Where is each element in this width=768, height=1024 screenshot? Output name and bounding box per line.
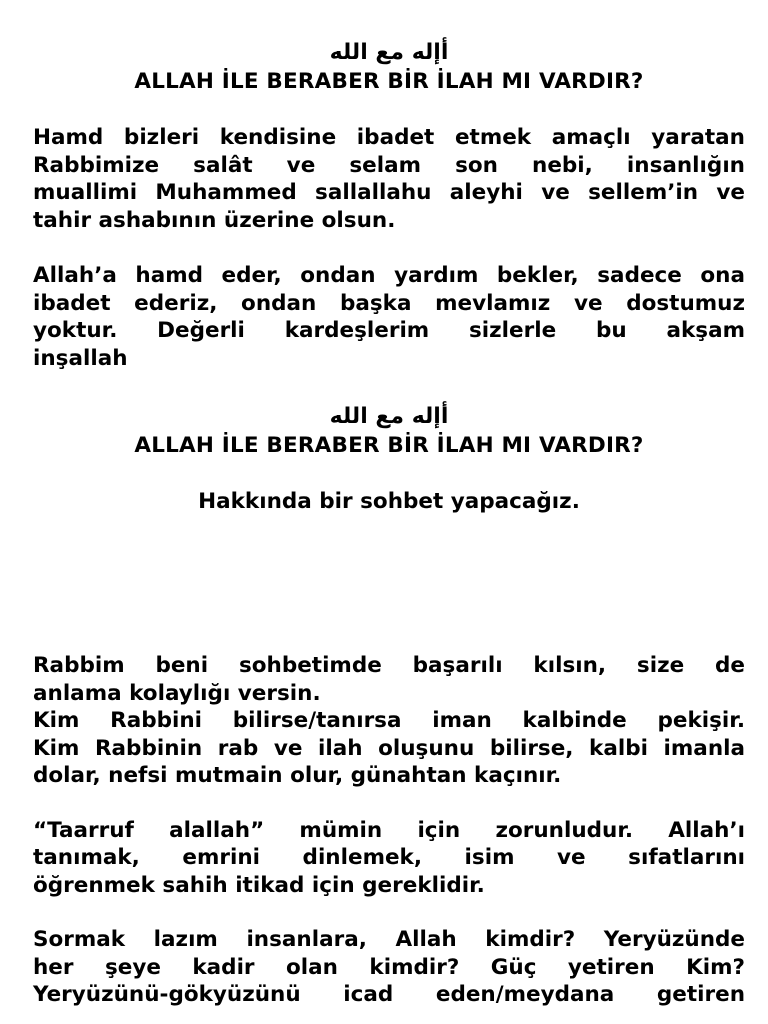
paragraph-line: Sormak lazım insanlara, Allah kimdir? Yeryüzünde xyxy=(33,927,745,952)
paragraph-line: yoktur. Değerli kardeşlerim sizlerle bu akşam xyxy=(33,318,745,343)
paragraph-line: dolar, nefsi mutmain olur, günahtan kaçınır. xyxy=(33,763,562,788)
paragraph-line: inşallah xyxy=(33,345,128,371)
arabic-title-1: أإله مع الله xyxy=(329,40,449,65)
paragraph-line: Kim Rabbini bilirse/tanırsa iman kalbinde pekişir. xyxy=(33,708,745,733)
paragraph-line: Kim Rabbinin rab ve ilah oluşunu bilirse, kalbi imanla xyxy=(33,735,745,761)
paragraph-line: Rabbimize salât ve selam son nebi, insanlığın xyxy=(33,152,745,178)
paragraph-intro xyxy=(33,124,745,234)
heading-2: ALLAH İLE BERABER BİR İLAH MI VARDIR? xyxy=(134,433,644,458)
paragraph-dua xyxy=(33,652,745,790)
spacer xyxy=(33,899,745,926)
paragraph-line: öğrenmek sahih itikad için gereklidir. xyxy=(33,872,485,898)
paragraph-taarruf xyxy=(33,817,745,900)
spacer xyxy=(33,516,745,652)
arabic-title-2: أإله مع الله xyxy=(329,404,449,429)
paragraph-line: “Taarruf alallah” mümin için zorunludur. Allah’ı xyxy=(33,817,745,843)
spacer xyxy=(33,372,745,402)
heading-1: ALLAH İLE BERABER BİR İLAH MI VARDIR? xyxy=(134,69,644,94)
paragraph-questions xyxy=(33,926,745,1009)
document-page xyxy=(33,38,745,1009)
sohbet-line: Hakkında bir sohbet yapacağız. xyxy=(198,489,580,514)
paragraph-line: Yeryüzünü-gökyüzünü icad eden/meydana getiren xyxy=(33,982,745,1007)
spacer xyxy=(33,234,745,262)
paragraph-line: Hamd bizleri kendisine ibadet etmek amaçlı yaratan xyxy=(33,125,745,150)
paragraph-line: her şeye kadir olan kimdir? Güç yetiren Kim? xyxy=(33,954,745,980)
paragraph-line: anlama kolaylığı versin. xyxy=(33,680,321,706)
spacer xyxy=(33,96,745,124)
paragraph-line: Allah’a hamd eder, ondan yardım bekler, sadece ona xyxy=(33,263,745,288)
paragraph-line: tanımak, emrini dinlemek, isim ve sıfatlarını xyxy=(33,845,745,870)
paragraph-line: ibadet ederiz, ondan başka mevlamız ve dostumuz xyxy=(33,290,745,316)
spacer xyxy=(33,460,745,488)
paragraph-line: tahir ashabının üzerine olsun. xyxy=(33,207,396,233)
paragraph-hamd xyxy=(33,262,745,372)
spacer xyxy=(33,790,745,817)
paragraph-line: Rabbim beni sohbetimde başarılı kılsın, size de xyxy=(33,653,745,678)
paragraph-line: muallimi Muhammed sallallahu aleyhi ve sellem’in ve xyxy=(33,180,745,205)
